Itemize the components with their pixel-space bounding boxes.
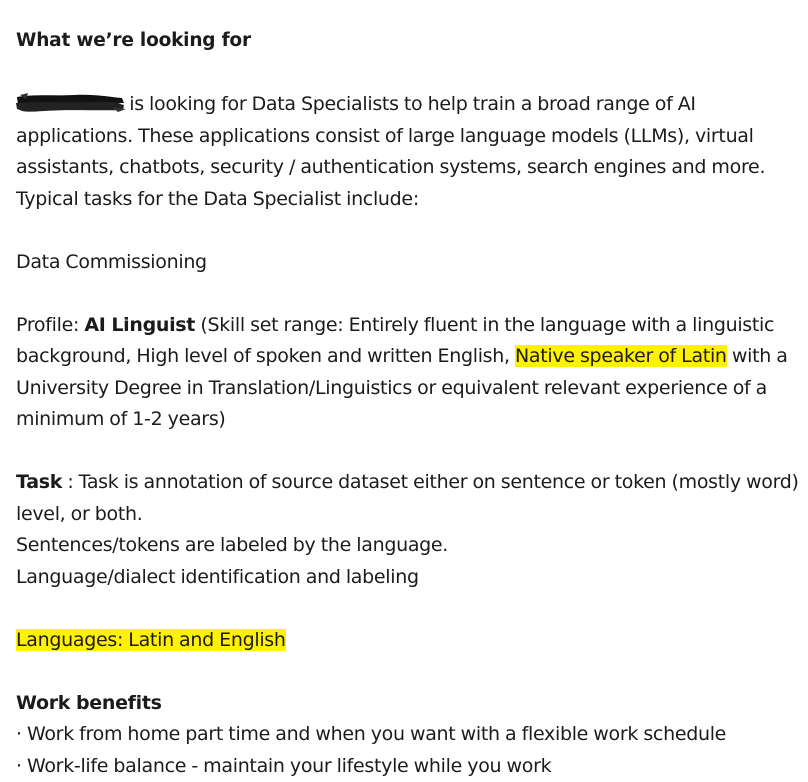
job-description [16, 89, 806, 782]
section-heading: What we’re looking for [16, 27, 251, 55]
task-line-3: Sentences/tokens are labeled by the language. [16, 530, 806, 562]
redacted-company-name [16, 94, 124, 112]
profile-skill-text: (Skill set range: Entirely fluent in the language with a linguistic [195, 314, 774, 336]
task-line-1 [16, 467, 806, 499]
task-line-4: Language/dialect identification and labeling [16, 562, 806, 594]
task-text: : Task is annotation of source dataset either on sentence or token (mostly word) [62, 471, 799, 493]
profile-english-text: background, High level of spoken and written English, [16, 345, 515, 367]
profile-line-3: University Degree in Translation/Linguistics or equivalent relevant experience of a [16, 373, 806, 405]
profile-line-4: minimum of 1-2 years) [16, 404, 806, 436]
benefit-item: · Work from home part time and when you want with a flexible work schedule [16, 719, 806, 751]
spacer [16, 436, 806, 468]
highlight-native-speaker: Native speaker of Latin [515, 345, 727, 367]
task-line-2: level, or both. [16, 499, 806, 531]
profile-label: Profile: [16, 314, 84, 336]
intro-line-1 [16, 89, 806, 121]
spacer [16, 215, 806, 247]
profile-role: AI Linguist [84, 314, 195, 336]
intro-line-3: assistants, chatbots, security / authentication systems, search engines and more. [16, 152, 806, 184]
spacer [16, 656, 806, 688]
highlight-languages: Languages: Latin and English [16, 629, 286, 651]
intro-text: is looking for Data Specialists to help train a broad range of AI [124, 93, 696, 115]
profile-with-text: with a [727, 345, 788, 367]
task-label: Task [16, 471, 62, 493]
profile-line-2 [16, 341, 806, 373]
intro-line-2: applications. These applications consist of large language models (LLMs), virtual [16, 121, 806, 153]
intro-line-4: Typical tasks for the Data Specialist include: [16, 184, 806, 216]
languages-line [16, 625, 806, 657]
benefit-item: · Work-life balance - maintain your lifestyle while you work [16, 751, 806, 782]
spacer [16, 593, 806, 625]
spacer [16, 278, 806, 310]
benefits-title: Work benefits [16, 688, 806, 720]
profile-line-1 [16, 310, 806, 342]
data-commissioning: Data Commissioning [16, 247, 806, 279]
